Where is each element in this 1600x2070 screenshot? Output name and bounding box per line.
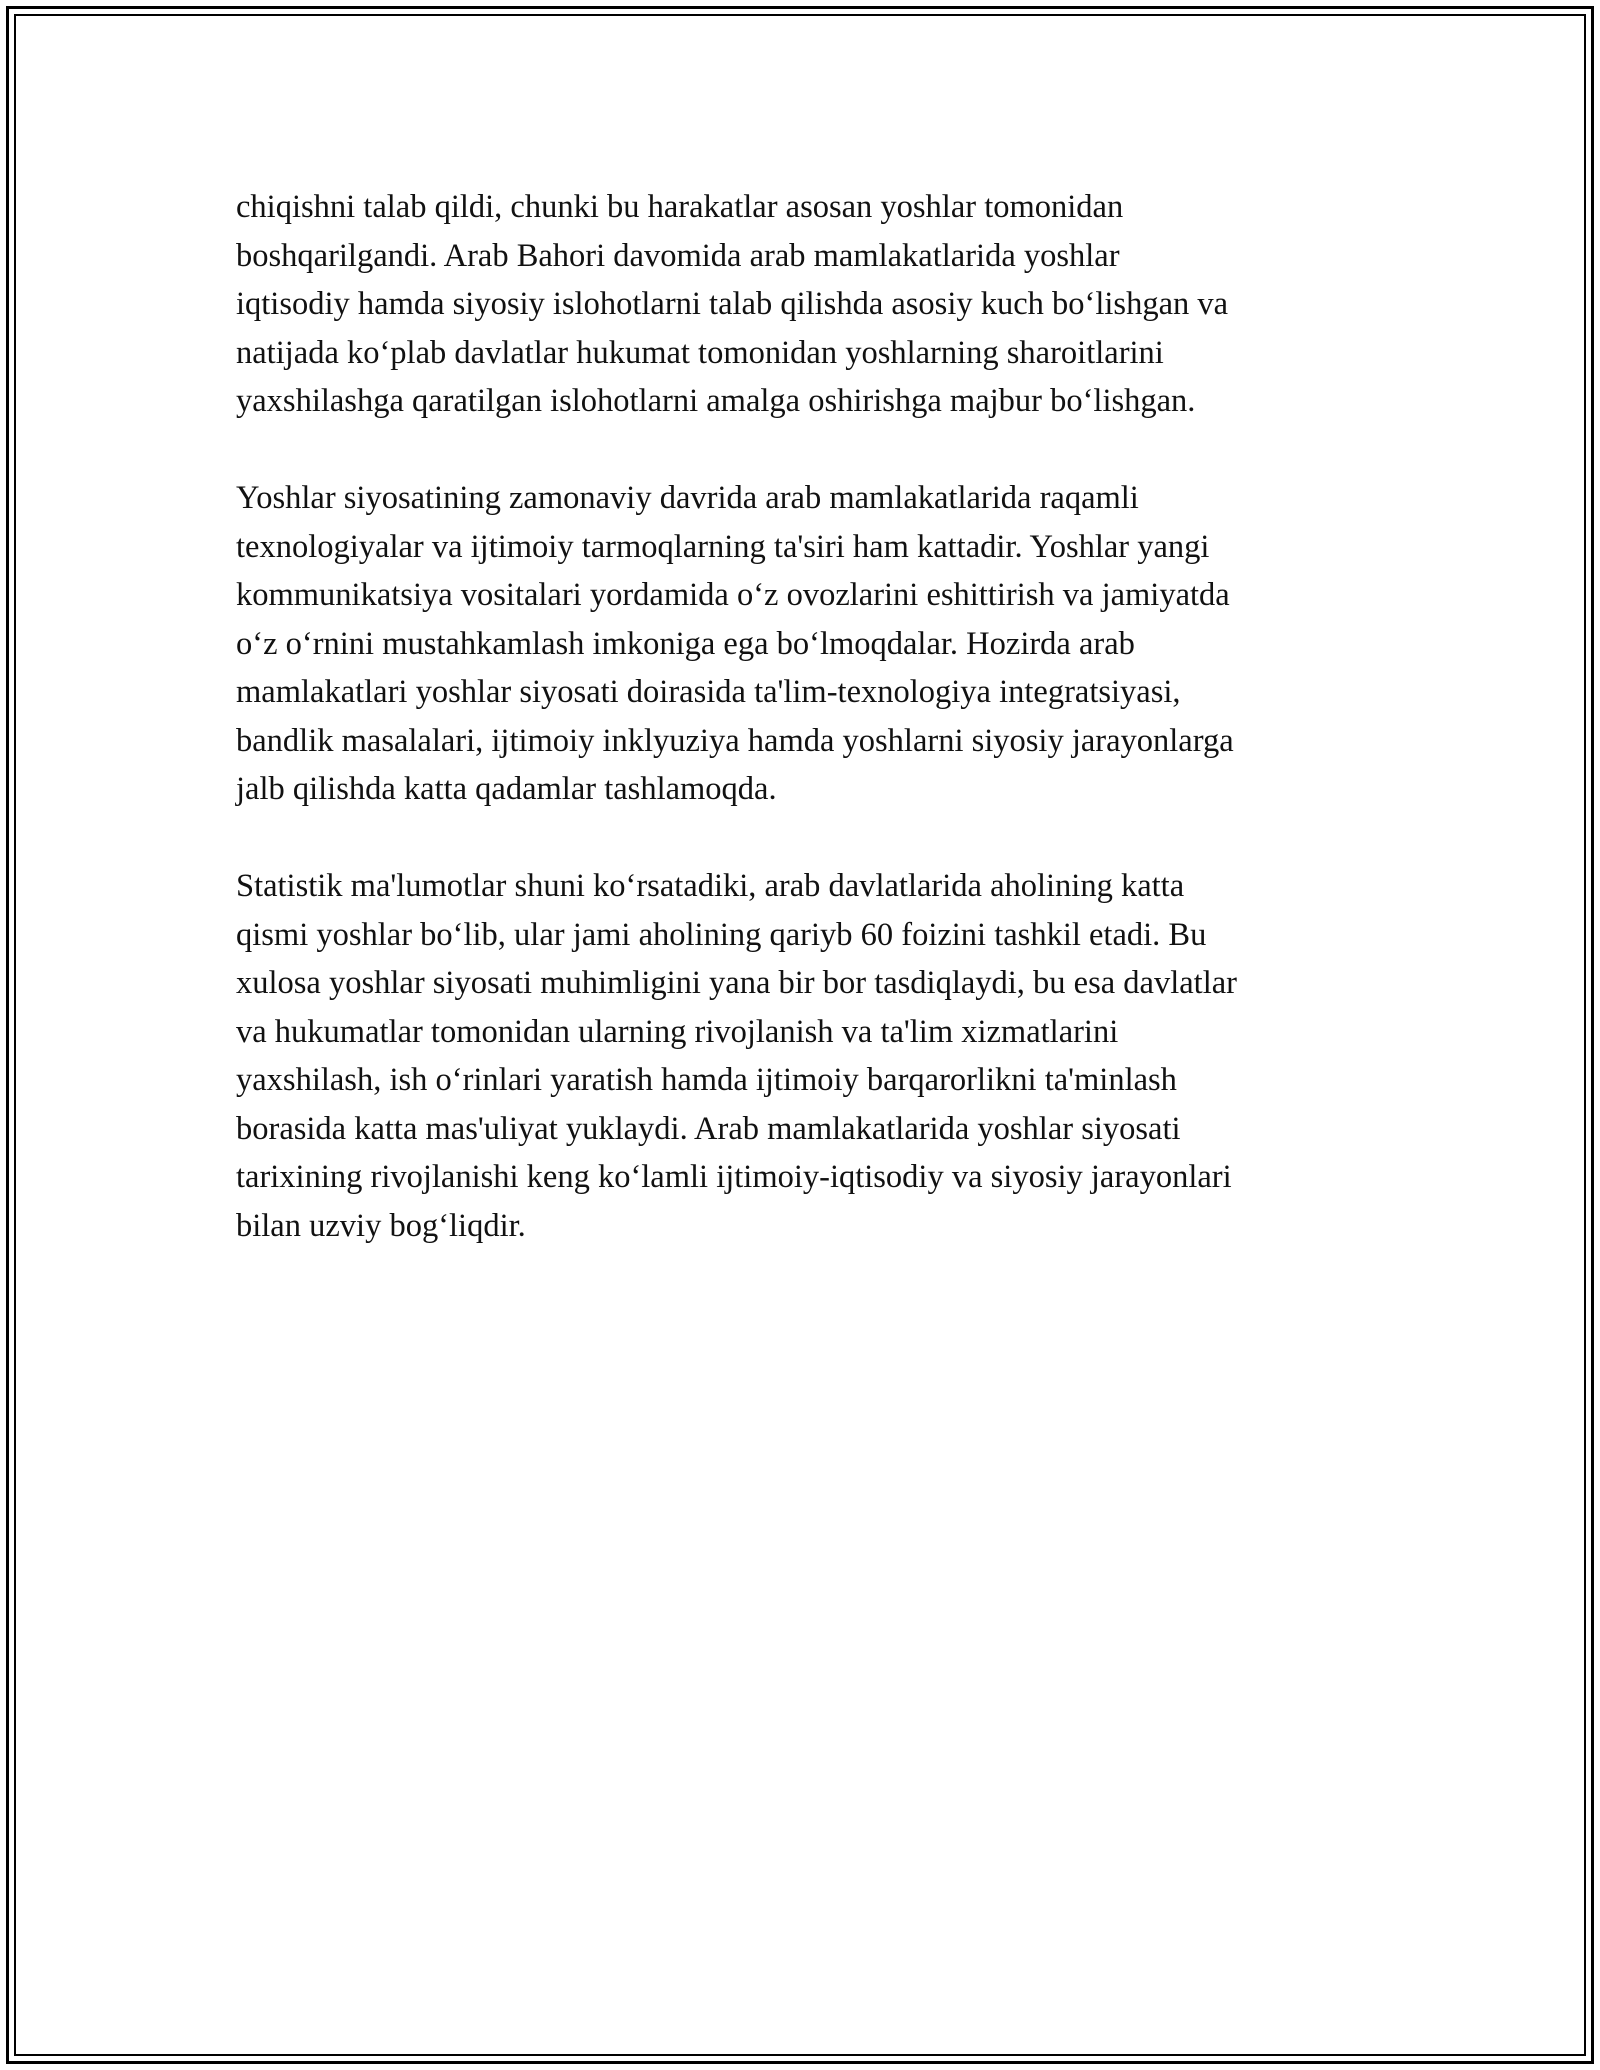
paragraph-digital-technologies: Yoshlar siyosatining zamonaviy davrida arab mamlakatlarida raqamli texnologiyalar va ijtimoiy tarmoqlarning ta'siri ham kattadir. Yoshlar yangi kommunikatsiya vositalari yordamida o‘z ovozlarini eshittirish va jamiyatda o‘z o‘rnini mustahkamlash imkoniga ega bo‘lmoqdalar. Hozirda arab mamlakatlari yoshlar siyosati doirasida ta'lim-texnologiya integratsiyasi, bandlik masalalari, ijtimoiy inklyuziya hamda yoshlarni siyosiy jarayonlarga jalb qilishda katta qadamlar tashlamoqda.: [236, 480, 1234, 807]
paragraph-arab-spring: chiqishni talab qildi, chunki bu harakatlar asosan yoshlar tomonidan boshqarilgandi. Arab Bahori davomida arab mamlakatlarida yoshlar iqtisodiy hamda siyosiy islohotlarni talab qilishda asosiy kuch bo‘lishgan va natijada ko‘plab davlatlar hukumat tomonidan yoshlarning sharoitlarini yaxshilashga qaratilgan islohotlarni amalga oshirishga majbur bo‘lishgan.: [236, 189, 1229, 419]
paragraph-statistics: Statistik ma'lumotlar shuni ko‘rsatadiki, arab davlatlarida aholining katta qismi yoshlar bo‘lib, ular jami aholining qariyb 60 foizini tashkil etadi. Bu xulosa yoshlar siyosati muhimligini yana bir bor tasdiqlaydi, bu esa davlatlar va hukumatlar tomonidan ularning rivojlanish va ta'lim xizmatlarini yaxshilash, ish o‘rinlari yaratish hamda ijtimoiy barqarorlikni ta'minlash borasida katta mas'uliyat yuklaydi. Arab mamlakatlarida yoshlar siyosati tarixining rivojlanishi keng ko‘lamli ijtimoiy-iqtisodiy va siyosiy jarayonlari bilan uzviy bog‘liqdir.: [236, 868, 1237, 1244]
document-body: [236, 183, 1396, 1299]
